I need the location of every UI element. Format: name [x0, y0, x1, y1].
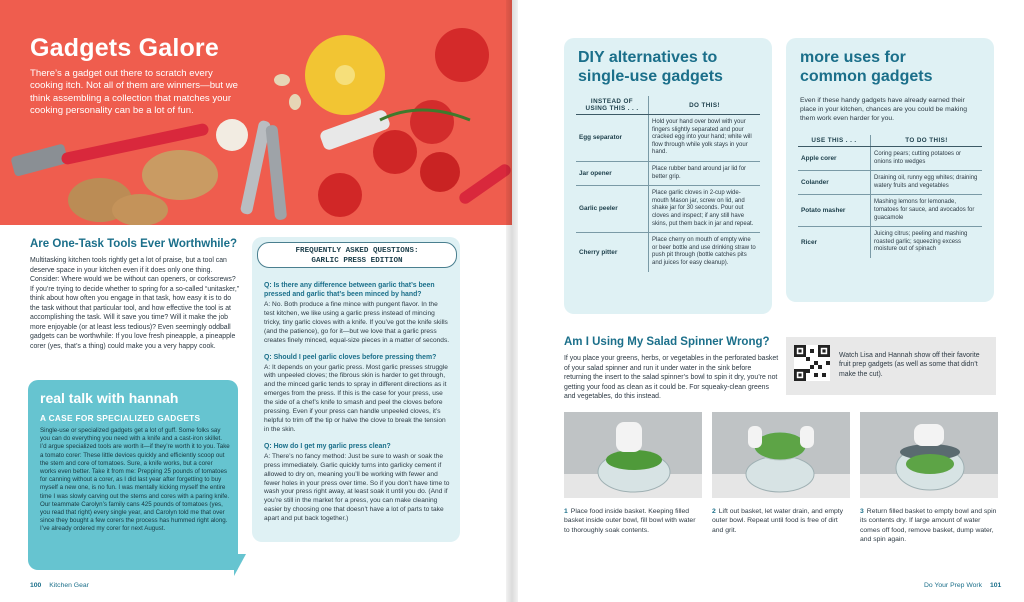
table-row	[798, 171, 982, 195]
tomato-5	[318, 173, 362, 217]
tomato-1	[435, 28, 489, 82]
gadget-name: Apple corer	[798, 147, 871, 171]
table-row	[798, 227, 982, 258]
salad-spinner-drain-illustration	[712, 412, 850, 498]
one-task-text: Multitasking kitchen tools rightly get a lot of praise, but a tool can deserve space in your kitchen even if it does only one thing. Consider: Where would we be without can openers, or corkscrews? If you’re trying to decide whether to spring for a so-called “unitasker,” think about how often you engage in that task, how easy it is to do the task without that particular tool, and how effective the tool is at accomplishing the task. Will it save you time? Will it make the job more enjoyable (or at least less tedious)? Even seemingly oddball gadgets can be worthwhile: If you love fresh pineapple, a pineapple corer (yes, that’s a thing) could make you a very happy cook.	[30, 257, 240, 350]
alternative-text: Place rubber band around jar lid for better grip.	[649, 161, 761, 185]
faq-answer: A: There’s no fancy method: Just be sure to wash or soak the press immediately. Garlic quickly turns into garlicky cement if allowed to dry on, meaning you’ll be working with fewer and fewer holes in your press over time. So if you don’t have time to wash your press right away, at least soak it until you do. (And if you’re still in the market for a press, you can make cleaning easier by choosing one that doesn’t have a lot of parts to take apart and put back together.)	[264, 452, 450, 523]
faq-answer: A: It depends on your garlic press. Most garlic presses struggle with unpeeled cloves; the fibrous skin is harder to get through, and the minced garlic tends to spray in different directions as it emerges from the press. If this is the case for your press, use the side of a chef’s knife to smash and peel the cloves before pressing. Even if your press can handle unpeeled cloves, it’s helpful to trim off the tip or halve the clove to break the tension in the skin.	[264, 363, 448, 433]
salad-spinner-soak-illustration	[564, 412, 702, 498]
faq-question: Q: Should I peel garlic cloves before pressing them?	[264, 353, 437, 361]
tomato-4	[420, 152, 460, 192]
garlic-bulb	[216, 119, 248, 151]
table-row	[576, 186, 760, 233]
col-header-instead	[576, 96, 649, 115]
step-number: 3	[860, 508, 864, 515]
qr-text: Watch Lisa and Hannah show off their favorite fruit prep gadgets (as well as some that didn’t make the cut).	[839, 352, 980, 378]
table-header-row	[576, 96, 760, 115]
table-row	[798, 147, 982, 171]
more-uses-title-line1: more uses for	[800, 49, 906, 66]
diy-title-line1: DIY alternatives to	[578, 49, 718, 66]
speech-bubble-tail	[234, 554, 246, 576]
page-number: 101	[989, 582, 1002, 589]
col-header-use-this: USE THIS . . .	[798, 135, 871, 147]
faq-question: Q: How do I get my garlic press clean?	[264, 442, 391, 450]
garlic-clove	[274, 74, 290, 86]
use-text: Juicing citrus; peeling and mashing roasted garlic; squeezing excess moisture out of spinach	[871, 227, 983, 258]
step-3-photo	[860, 412, 998, 498]
hannah-subtitle: A CASE FOR SPECIALIZED GADGETS	[40, 413, 201, 423]
step-1-caption	[564, 507, 702, 535]
step-text: Place food inside basket. Keeping filled basket inside outer bowl, fill bowl with water to thoroughly soak contents.	[564, 508, 696, 534]
diy-alternatives-card	[564, 38, 772, 314]
section-label: Kitchen Gear	[49, 582, 89, 589]
gadget-name: Cherry pitter	[579, 248, 618, 256]
step-2-caption	[712, 507, 850, 535]
col-header-do-this: DO THIS!	[649, 96, 761, 115]
faq-header-line2: GARLIC PRESS EDITION	[311, 257, 403, 265]
step-number: 1	[564, 508, 568, 515]
hannah-title: real talk with hannah	[40, 390, 179, 406]
step-1	[564, 412, 702, 535]
col-header-to-do-this: TO DO THIS!	[871, 135, 983, 147]
left-footer	[30, 582, 89, 589]
hannah-text: Single-use or specialized gadgets get a lot of guff. Some folks say you can do everything you need with a knife and a cast-iron skillet. I’d argue specialized tools are worth it—if they’re worth it to you. Take a tomato corer: These little devices quickly and efficiently scoop out the stem and core of tomatoes. Sure, a knife works, but a corer works even better. Take it from me: Prepping 25 pounds of tomatoes for canning without a corer, as I did last year after forgetting to buy myself a new one, is no fun. I was mentally kicking myself the entire time I was slowly carving out the stems and cores with a paring knife. Our teammate Carolyn’s family cans 425 pounds of tomatoes (yes, you read that right) every single year, and Carolyn told me that over since they bought a few corers the process has hummed right along. I’ve already ordered my corer for next August.	[40, 427, 230, 533]
step-text: Lift out basket, let water drain, and empty outer bowl. Repeat until food is free of dirt and grit.	[712, 508, 844, 534]
use-text: Coring pears; cutting potatoes or onions into wedges	[871, 147, 983, 171]
more-uses-intro: Even if these handy gadgets have already earned their place in your kitchen, chances are you could be making them work even harder for you.	[800, 97, 967, 122]
one-task-section	[30, 238, 240, 351]
gadget-name: Garlic peeler	[576, 186, 649, 233]
faq-header-line1: FREQUENTLY ASKED QUESTIONS:	[295, 247, 419, 255]
salad-spinner-spin-illustration	[860, 412, 998, 498]
gadget-name: Potato masher	[798, 195, 871, 227]
step-3	[860, 412, 998, 544]
salad-spinner-text: If you place your greens, herbs, or vegetables in the perforated basket of your salad spinner and run it under water in the sink before returning the insert to the salad spinner’s bowl to spin it dry, you’re not getting your food as clean as it could be. For squeaky-clean greens and vegetables, do this instead.	[564, 355, 779, 400]
page-title: Gadgets Galore	[30, 34, 219, 62]
table-row	[798, 195, 982, 227]
gadget-name: Ricer	[801, 238, 817, 246]
step-2-photo	[712, 412, 850, 498]
faq-question: Q: Is there any difference between garlic that’s been pressed and garlic that’s been minced by hand?	[264, 282, 435, 298]
page-gutter	[506, 0, 518, 602]
faq-header	[257, 242, 457, 268]
gadget-name: Jar opener	[576, 161, 649, 185]
tomato-2	[373, 130, 417, 174]
alternative-text: Place cherry on mouth of empty wine or beer bottle and use drinking straw to push pit through (bottle catches pits and juices for easy cleanup).	[649, 233, 761, 272]
qr-code-icon[interactable]	[794, 345, 830, 381]
hannah-callout	[28, 380, 238, 570]
more-uses-table	[798, 135, 982, 258]
qr-callout	[786, 337, 996, 395]
garlic-clove-2	[289, 94, 301, 110]
step-text: Return filled basket to empty bowl and spin its contents dry. If large amount of water comes off food, remove basket, dump water, and spin again.	[860, 508, 997, 543]
salad-spinner-section	[564, 336, 779, 402]
section-label: Do Your Prep Work	[924, 582, 983, 589]
diy-title	[578, 48, 723, 86]
one-task-heading: Are One-Task Tools Ever Worthwhile?	[30, 238, 238, 250]
garlic-press-arm-2	[265, 125, 287, 221]
use-text: Draining oil, runny egg whites; draining watery fruits and vegetables	[871, 171, 983, 195]
tomato-corer-handle	[457, 162, 512, 206]
alternative-text: Place garlic cloves in 2-cup wide-mouth Mason jar, screw on lid, and shake jar for 30 seconds. Pour out cloves and inspect; if any still have skins, put them back in jar and repeat.	[649, 186, 761, 233]
masher-head	[10, 143, 68, 177]
use-text: Mashing lemons for lemonade, tomatoes for sauce, and avocados for guacamole	[871, 195, 983, 227]
table-row	[576, 115, 760, 162]
step-3-caption	[860, 507, 998, 544]
step-1-photo	[564, 412, 702, 498]
right-page	[512, 0, 1024, 602]
step-2	[712, 412, 850, 535]
faq-body	[264, 281, 450, 531]
salad-spinner-heading: Am I Using My Salad Spinner Wrong?	[564, 336, 770, 348]
faq-answer: A: No. Both produce a fine mince with pungent flavor. In the test kitchen, we like using a garlic press instead of mincing tricky, tiny garlic cloves with a knife. If you’ve got the knife skills (and the patience), go for it—but we love that a garlic press creates finely minced, equal-size pieces in a matter of seconds.	[264, 301, 450, 344]
hero-intro: There’s a gadget out there to scratch every cooking itch. Not all of them are winners—but we think assembling a collection that matches your cooking personality can be a lot of fun.	[30, 68, 238, 117]
hero-banner	[0, 0, 512, 225]
col-header-instead-line2: USING THIS . . .	[585, 105, 639, 112]
tomato-3	[410, 100, 454, 144]
more-uses-card	[786, 38, 994, 302]
table-header-row	[798, 135, 982, 147]
step-number: 2	[712, 508, 716, 515]
right-footer	[924, 582, 1001, 589]
diy-table	[576, 96, 760, 272]
table-row	[576, 233, 760, 272]
faq-box	[252, 237, 460, 542]
potato-3	[112, 194, 168, 225]
gadget-name: Colander	[798, 171, 871, 195]
col-header-instead-line1: INSTEAD OF	[590, 98, 634, 105]
page-number: 100	[30, 582, 42, 589]
potato-1	[142, 150, 218, 200]
pineapple-core	[335, 65, 355, 85]
more-uses-title	[800, 48, 932, 86]
table-row	[576, 161, 760, 185]
alternative-text: Hold your hand over bowl with your fingers slightly separated and pour cracked egg into your hand; white will flow through while yolk stays in your hand.	[649, 115, 761, 162]
diy-title-line2: single-use gadgets	[578, 68, 723, 85]
more-uses-title-line2: common gadgets	[800, 68, 933, 85]
gadget-name: Egg separator	[576, 115, 649, 162]
